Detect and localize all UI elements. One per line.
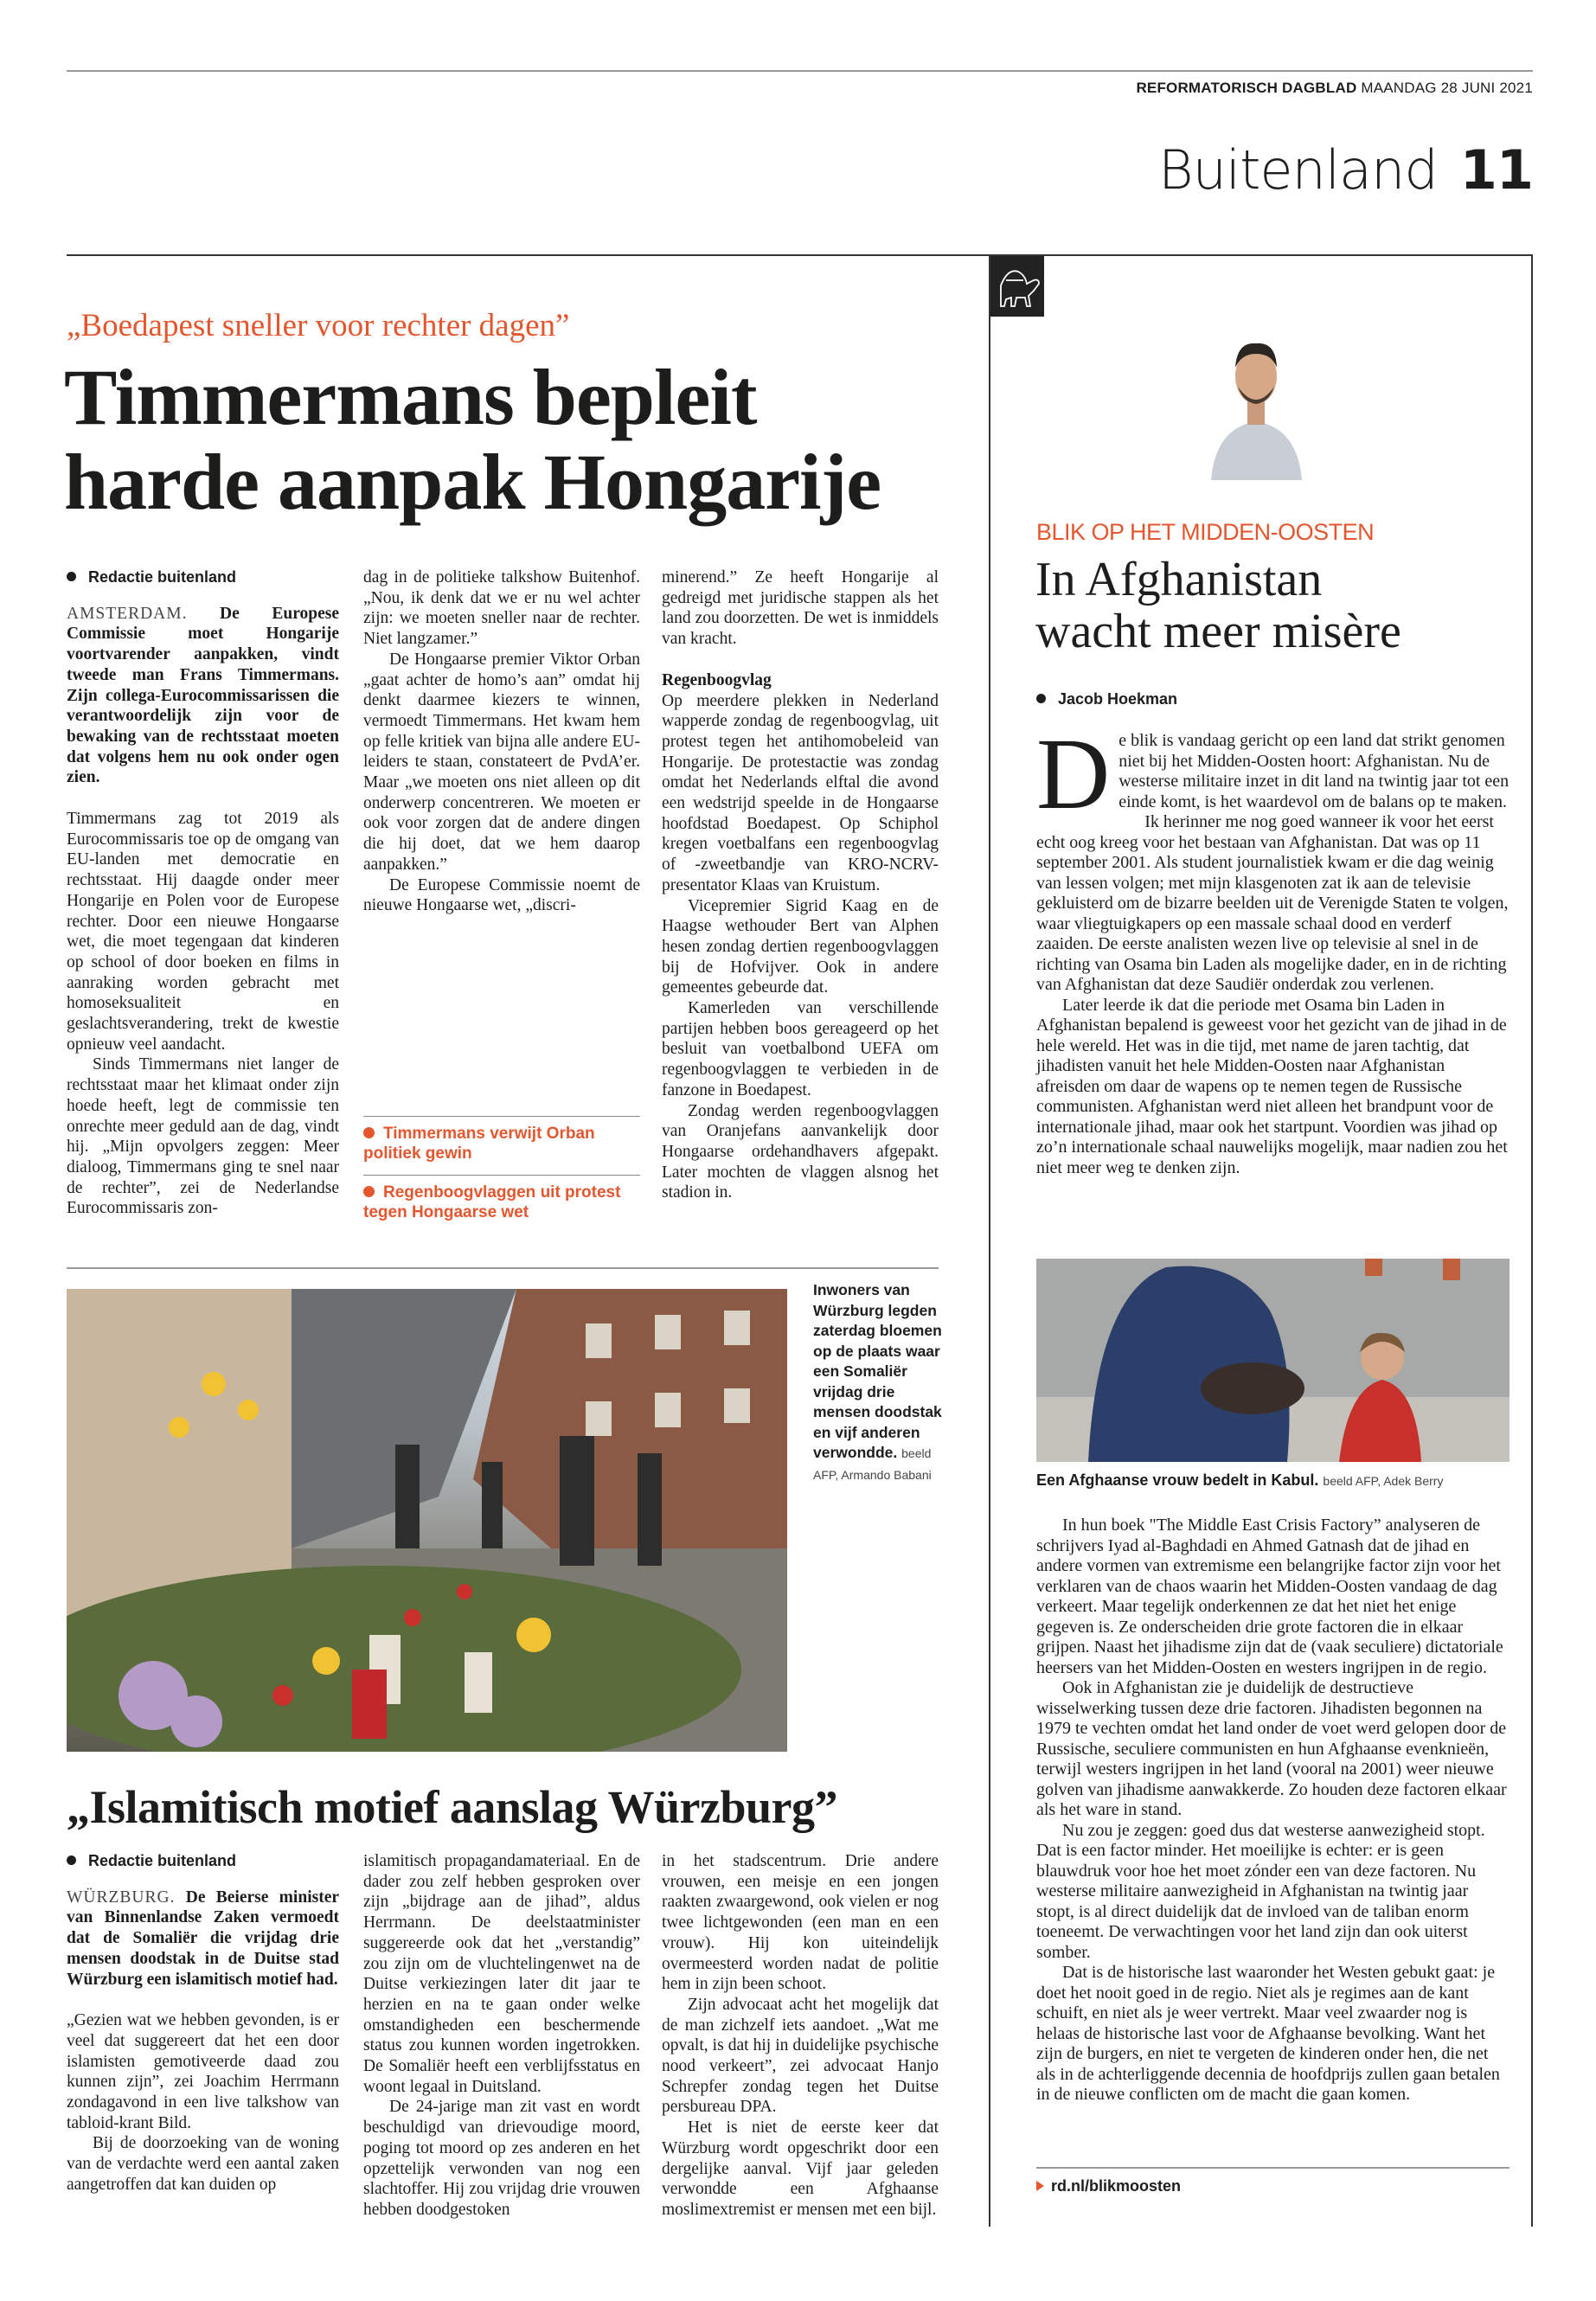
article1-column-2: [363, 567, 640, 916]
bullet-icon: [1036, 694, 1046, 703]
paragraph: dag in de politieke talkshow Buitenhof. „Nou, ik denk dat we er nu wel achter zijn: we moeten sneller naar de rechter. Niet langzamer.”: [363, 568, 640, 649]
paragraph: Op meerdere plekken in Nederland wapperde zondag de regenboogvlag, uit protest tegen het antihomobeleid van Hongarije. De protestactie was zondag omdat het Nederlands elftal die avond een wedstrijd speelde in de Hongaarse hoofdstad Boedapest. Op Schiphol kregen voetbalfans een regenboogvlag of -zweetbandje van KRO-NCRV-presentator Klaas van Kruistum.: [662, 691, 939, 894]
camel-icon: [990, 256, 1044, 317]
related-link[interactable]: Regenboogvlaggen uit protest tegen Hongaarse wet: [363, 1175, 640, 1222]
paragraph: islamitisch propagandamateriaal. En de dader zou zelf hebben gesproken over zijn „bijdrage aan de jihad”, aldus Herrmann. De deelstaatminister suggereerde ook dat het „verstandig” zou zijn om de vluchtelingenwet na de Duitse verkiezingen later dit jaar te herzien en na te gaan onder welke omstandigheden een beschermende status zou kunnen worden ingetrokken. De Somaliër heeft een verblijfsstatus en woont legaal in Duitsland.: [363, 1852, 640, 2096]
column-text-top: [1036, 717, 1509, 1178]
page-number: 11: [1459, 138, 1533, 202]
masthead: [1136, 80, 1533, 97]
author-portrait: [1207, 316, 1306, 480]
article1-column-3: [662, 567, 939, 1203]
paragraph: Later leerde ik dat die periode met Osama bin Laden in Afghanistan bepalend is geweest voor het gezicht van de jihad in de hele wereld. Het was in die tijd, met name de jaren tachtig, dat jihadisten vanuit het hele Midden-Oosten naar Afghanistan afreisden om daar de wapens op te nemen tegen de Russische communisten. Afghanistan werd niet alleen het brandpunt voor de internationale jihad, maar ook het startpunt. Voordien was jihad op zo’n internationale schaal nauwelijks mogelijk, maar nadien zou het niet meer weg te denken zijn.: [1036, 995, 1508, 1177]
paragraph: Het is niet de eerste keer dat Würzburg wordt opgeschrikt door een dergelijke aanval. Vijf jaar geleden verwondde een Afghaanse moslimextremist er mensen met een bijl.: [662, 2118, 939, 2219]
paragraph: Bij de doorzoeking van de woning van de verdachte werd een aantal zaken aangetroffen dat kan duiden op: [67, 2134, 339, 2194]
paragraph: „Gezien wat we hebben gevonden, is er veel dat suggereert dat het een door islamisten gemotiveerde daad zou kunnen zijn”, zei Joachim Herrmann zondagavond in een live talkshow van tabloid-krant Bild.: [67, 2011, 339, 2132]
issue-date: MAANDAG 28 JUNI 2021: [1361, 80, 1533, 96]
paragraph: Vicepremier Sigrid Kaag en de Haagse wethouder Bert van Alphen hesen zondag dertien regenboogvlaggen bij de Hofvijver. Ook in andere gemeentes gebeurde dat.: [662, 896, 939, 997]
wurzburg-memorial-photo: [67, 1289, 787, 1752]
column-text-bottom: [1036, 1516, 1509, 2106]
column-kicker: BLIK OP HET MIDDEN-OOSTEN: [1036, 519, 1375, 545]
column-photo-caption: Een Afghaanse vrouw bedelt in Kabul. beeld AFP, Adek Berry: [1036, 1471, 1444, 1489]
paragraph: De 24-jarige man zit vast en wordt beschuldigd van drievoudige moord, poging tot moord op zes anderen en het opzettelijk verwonden van nog een slachtoffer. Hij zou vrijdag drie vrouwen hebben doodgestoken: [363, 2098, 640, 2219]
byline: Redactie buitenland: [67, 567, 339, 588]
article1-kicker: „Boedapest sneller voor rechter dagen”: [67, 308, 570, 343]
bullet-icon: [363, 1127, 375, 1138]
article2-column-3: [662, 1851, 939, 2221]
paragraph: De Hongaarse premier Viktor Orban „gaat achter de homo’s aan” omdat hij denkt daarmee kiezers te winnen, vermoedt Timmermans. Het kwam hem op felle kritiek van bijna alle andere EU-leiders te staan, constateert de PvdA’er. Maar „we moeten ons niet alleen op dit onderwerp concentreren. We moeten er ook voor zorgen dat de andere dingen die hij doet, dat we hem daarop aanpakken.”: [363, 650, 640, 874]
paragraph: In hun boek "The Middle East Crisis Factory” analyseren de schrijvers Iyad al-Baghdadi en Ahmed Gatnash dat de jihad en andere vormen van extremisme een belangrijke factor zijn voor het verklaren van de chaos waarin het Midden-Oosten vandaag de dag verkeert. Maar tegelijk onderkennen ze dat het niet het enige gegeven is. Ze onderscheiden drie grote factoren die in elkaar grijpen. Naast het jihadisme zijn dat de (vaak seculiere) dictatoriale heersers van het Midden-Oosten en westers ingrijpen in de regio.: [1036, 1516, 1503, 1677]
paragraph: Zondag werden regenboogvlaggen van Oranjefans aanvankelijk door Hongaarse ordehandhavers afgepakt. Later mochten de vlaggen alsnog het stadion in.: [662, 1101, 939, 1202]
column-headline: In Afghanistan wacht meer misère: [1035, 553, 1401, 658]
related-link[interactable]: Timmermans verwijt Orban politiek gewin: [363, 1116, 640, 1163]
article2-headline: „Islamitisch motief aanslag Würzburg”: [67, 1781, 838, 1833]
paragraph: Ik herinner me nog goed wanneer ik voor het eerst echt oog kreeg voor het bestaan van Afghanistan. Dat was op 11 september 2001. Als student journalistiek kwam er die dag weinig van lessen volgen; met mijn klasgenoten zat ik aan de televisie gekluisterd om de bizarre beelden uit de Verenigde Staten te volgen, waar vliegtuigkapers op een massale schaal dood en verderf zaaiden. De eerste analisten wezen live op televisie al snel in de richting van Osama bin Laden als mogelijke dader, en in de richting van Afghanistan dat deze Saudiër onderdak zou verlenen.: [1036, 812, 1509, 994]
paragraph: in het stadscentrum. Drie andere vrouwen, een meisje en een jongen raakten zwaargewond, ook vielen er nog twee lichtgewonden (een man en een vrouw). Hij kon uiteindelijk overmeesterd worden nadat de politie hem in zijn been schoot.: [662, 1852, 939, 1994]
article1-column-1: [67, 567, 339, 1219]
paragraph: Dat is de historische last waaronder het Westen gebukt gaat: je doet het nooit goed in de regio. Niet als je regimes aan de kant schuift, en niet als je weer vertrekt. Maar veel zwaarder nog is helaas de historische last voor de Afghaanse bevolking. Want het zijn de burgers, en niet te vergeten de kinderen onder hen, die net als in de achterliggende decennia de hoofdprijs zullen gaan betalen in de nieuwe conflicten om de macht die gaan komen.: [1036, 1963, 1500, 2104]
section-title: Buitenland: [1157, 138, 1438, 202]
article-top-rule: [67, 254, 989, 256]
byline: Redactie buitenland: [67, 1851, 339, 1872]
lead-paragraph: AMSTERDAM. De Europese Commissie moet Hongarije voortvarender aanpakken, vindt tweede man Frans Timmermans. Zijn collega-Eurocommissarissen die verantwoordelijk zijn voor de bewaking van de rechtsstaat moeten dat volgens hem nu ook onder ogen zien.: [67, 604, 339, 787]
bullet-icon: [67, 572, 76, 581]
article2-column-1: [67, 1851, 339, 2195]
bullet-icon: [363, 1186, 375, 1197]
article1-headline: Timmermans bepleit harde aanpak Hongarije: [64, 353, 881, 526]
photo-credit: beeld AFP, Adek Berry: [1323, 1474, 1444, 1488]
kabul-photo: [1036, 1259, 1509, 1462]
paragraph: Sinds Timmermans niet langer de rechtsstaat maar het klimaat onder zijn hoede heeft, legt de commissie ten onrechte meer geduld aan de dag, vindt hij. „Mijn opvolgers zeggen: Meer dialoog, Timmermans ging te snel naar de rechter”, zei de Nederlandse Eurocommissaris zon-: [67, 1055, 339, 1218]
arrow-right-icon: [1036, 2181, 1044, 2191]
photo-illustration: [67, 1289, 787, 1752]
paragraph: De blik is vandaag gericht op een land dat strikt genomen niet bij het Midden-Oosten hoort: Afghanistan. Nu de westerse militaire inzet in dit land na twintig jaar tot een einde komt, is het waardevol om de balans op te maken.: [1036, 717, 1509, 830]
section-header: [1158, 138, 1533, 202]
paper-name: REFORMATORISCH DAGBLAD: [1136, 80, 1357, 96]
paragraph: Timmermans zag tot 2019 als Eurocommissaris toe op de omgang van EU-landen met democratie en rechtsstaat. Hij daagde onder meer Hongarije en Polen voor de Europese rechter. Door een nieuwe Hongaarse wet, die moet tegengaan dat kinderen op school of door boeken en films in aanraking worden gebracht met homoseksualiteit en geslachtsverandering, trekt de kwestie opnieuw veel aandacht.: [67, 810, 339, 1054]
paragraph: Kamerleden van verschillende partijen hebben boos gereageerd op het besluit van voetbalbond UEFA om regenboogvlaggen te verbieden in de fanzone in Boedapest.: [662, 999, 939, 1099]
photo-credit: beeld AFP, Armando Babani: [813, 1446, 932, 1482]
paragraph: minerend.” Ze heeft Hongarije al gedreigd met juridische stappen als het land zou doorzetten. De wet is inmiddels van kracht.: [662, 568, 939, 649]
paragraph: Nu zou je zeggen: goed dus dat westerse aanwezigheid stopt. Dat is een factor minder. Het moeilijke is echter: er is geen blauwdruk voor hoe het moet zónder een van deze factoren. Nu westerse militaire aanwezigheid in Afghanistan na twintig jaar stopt, is al direct duidelijk dat de invloed van de taliban enorm toeneemt. De verwachtingen voor het land zijn dan ook uiterst somber.: [1036, 1820, 1485, 1962]
divider: [67, 1267, 939, 1269]
lead-paragraph: WÜRZBURG. De Beierse minister van Binnenlandse Zaken vermoedt dat de Somaliër die vrijdag drie mensen doodstak in de Duitse stad Würzburg een islamitisch motief had.: [67, 1888, 339, 1989]
article2-column-2: [363, 1851, 640, 2221]
column-web-link[interactable]: rd.nl/blikmoosten: [1036, 2167, 1509, 2195]
paragraph: Zijn advocaat acht het mogelijk dat de man zichzelf iets aandoet. „Wat me opvalt, is dat hij in duidelijke psychische nood verkeert”, zei advocaat Hanjo Schrepfer zondag tegen het Duitse persbureau DPA.: [662, 1995, 939, 2117]
photo1-caption: Inwoners van Würzburg legden zaterdag bloemen op de plaats waar een Somaliër vrijdag drie mensen doodstak en vijf anderen verwondde. beeld AFP, Armando Babani: [813, 1281, 942, 1482]
paragraph: Ook in Afghanistan zie je duidelijk de destructieve wisselwerking tussen deze drie factoren. Jihadisten begonnen na 1979 te vechten omdat het land onder de voet werd gelopen door de Russische, seculiere communisten en hun Afghaanse evenknieën, terwijl westers ingrijpen in het land (vooral na 2001) weer nieuwe golven van jihadisme aanwakkerde. Zo houden deze factoren elkaar als het ware in stand.: [1036, 1678, 1507, 1819]
column-byline: Jacob Hoekman: [1036, 690, 1177, 708]
drop-cap: D: [1036, 717, 1111, 830]
top-rule: [67, 70, 1533, 72]
bullet-icon: [67, 1856, 76, 1865]
paragraph: De Europese Commissie noemt de nieuwe Hongaarse wet, „discri-: [363, 875, 640, 915]
subheading: Regenboogvlag: [662, 670, 772, 689]
